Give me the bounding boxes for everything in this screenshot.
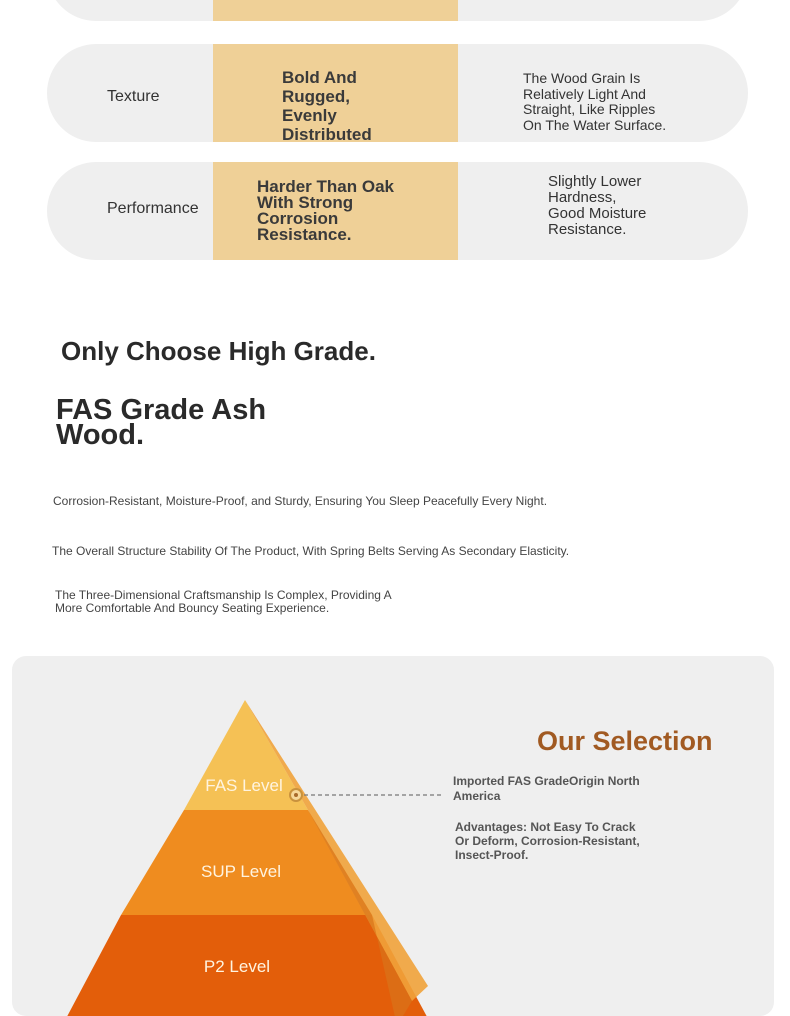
feature-point-3: The Three-Dimensional Craftsmanship Is Complex, Providing A More Comfortable And Bouncy Seating Experience. xyxy=(55,588,392,615)
comparison-row-texture xyxy=(47,44,748,142)
row-label: Texture xyxy=(107,88,160,105)
other-wood-description: The Wood Grain Is Relatively Light And Straight, Like Ripples On The Water Surface. xyxy=(523,70,667,133)
row-label: Performance xyxy=(107,200,199,217)
pyramid-label-p2: P2 Level xyxy=(203,957,271,976)
feature-point-2: The Overall Structure Stability Of The Product, With Spring Belts Serving As Secondary Elasticity. xyxy=(52,544,570,558)
pyramid-label-fas: FAS Level xyxy=(205,776,283,795)
section-subtitle: FAS Grade Ash Wood. xyxy=(56,394,267,451)
ash-description: Harder Than Oak With Strong Corrosion Resistance. xyxy=(257,177,394,244)
selection-origin: Imported FAS GradeOrigin North America xyxy=(453,774,640,803)
selection-advantages: Advantages: Not Easy To Crack Or Deform, Corrosion-Resistant, Insect-Proof. xyxy=(455,820,640,862)
comparison-row-partial xyxy=(47,0,748,21)
comparison-row-performance xyxy=(47,162,748,260)
selection-title: Our Selection xyxy=(537,726,713,756)
ash-description: Bold And Rugged, Evenly Distributed xyxy=(282,68,372,142)
comparison-cell-highlight xyxy=(213,0,458,21)
other-wood-description: Slightly Lower Hardness, Good Moisture Resistance. xyxy=(548,173,647,238)
pyramid-label-sup: SUP Level xyxy=(200,862,281,881)
feature-point-1: Corrosion-Resistant, Moisture-Proof, and Sturdy, Ensuring You Sleep Peacefully Every Night. xyxy=(53,494,548,508)
section-title: Only Choose High Grade. xyxy=(61,336,376,366)
grade-pyramid-panel xyxy=(12,656,774,1016)
grade-pyramid-graphic xyxy=(12,656,774,1016)
